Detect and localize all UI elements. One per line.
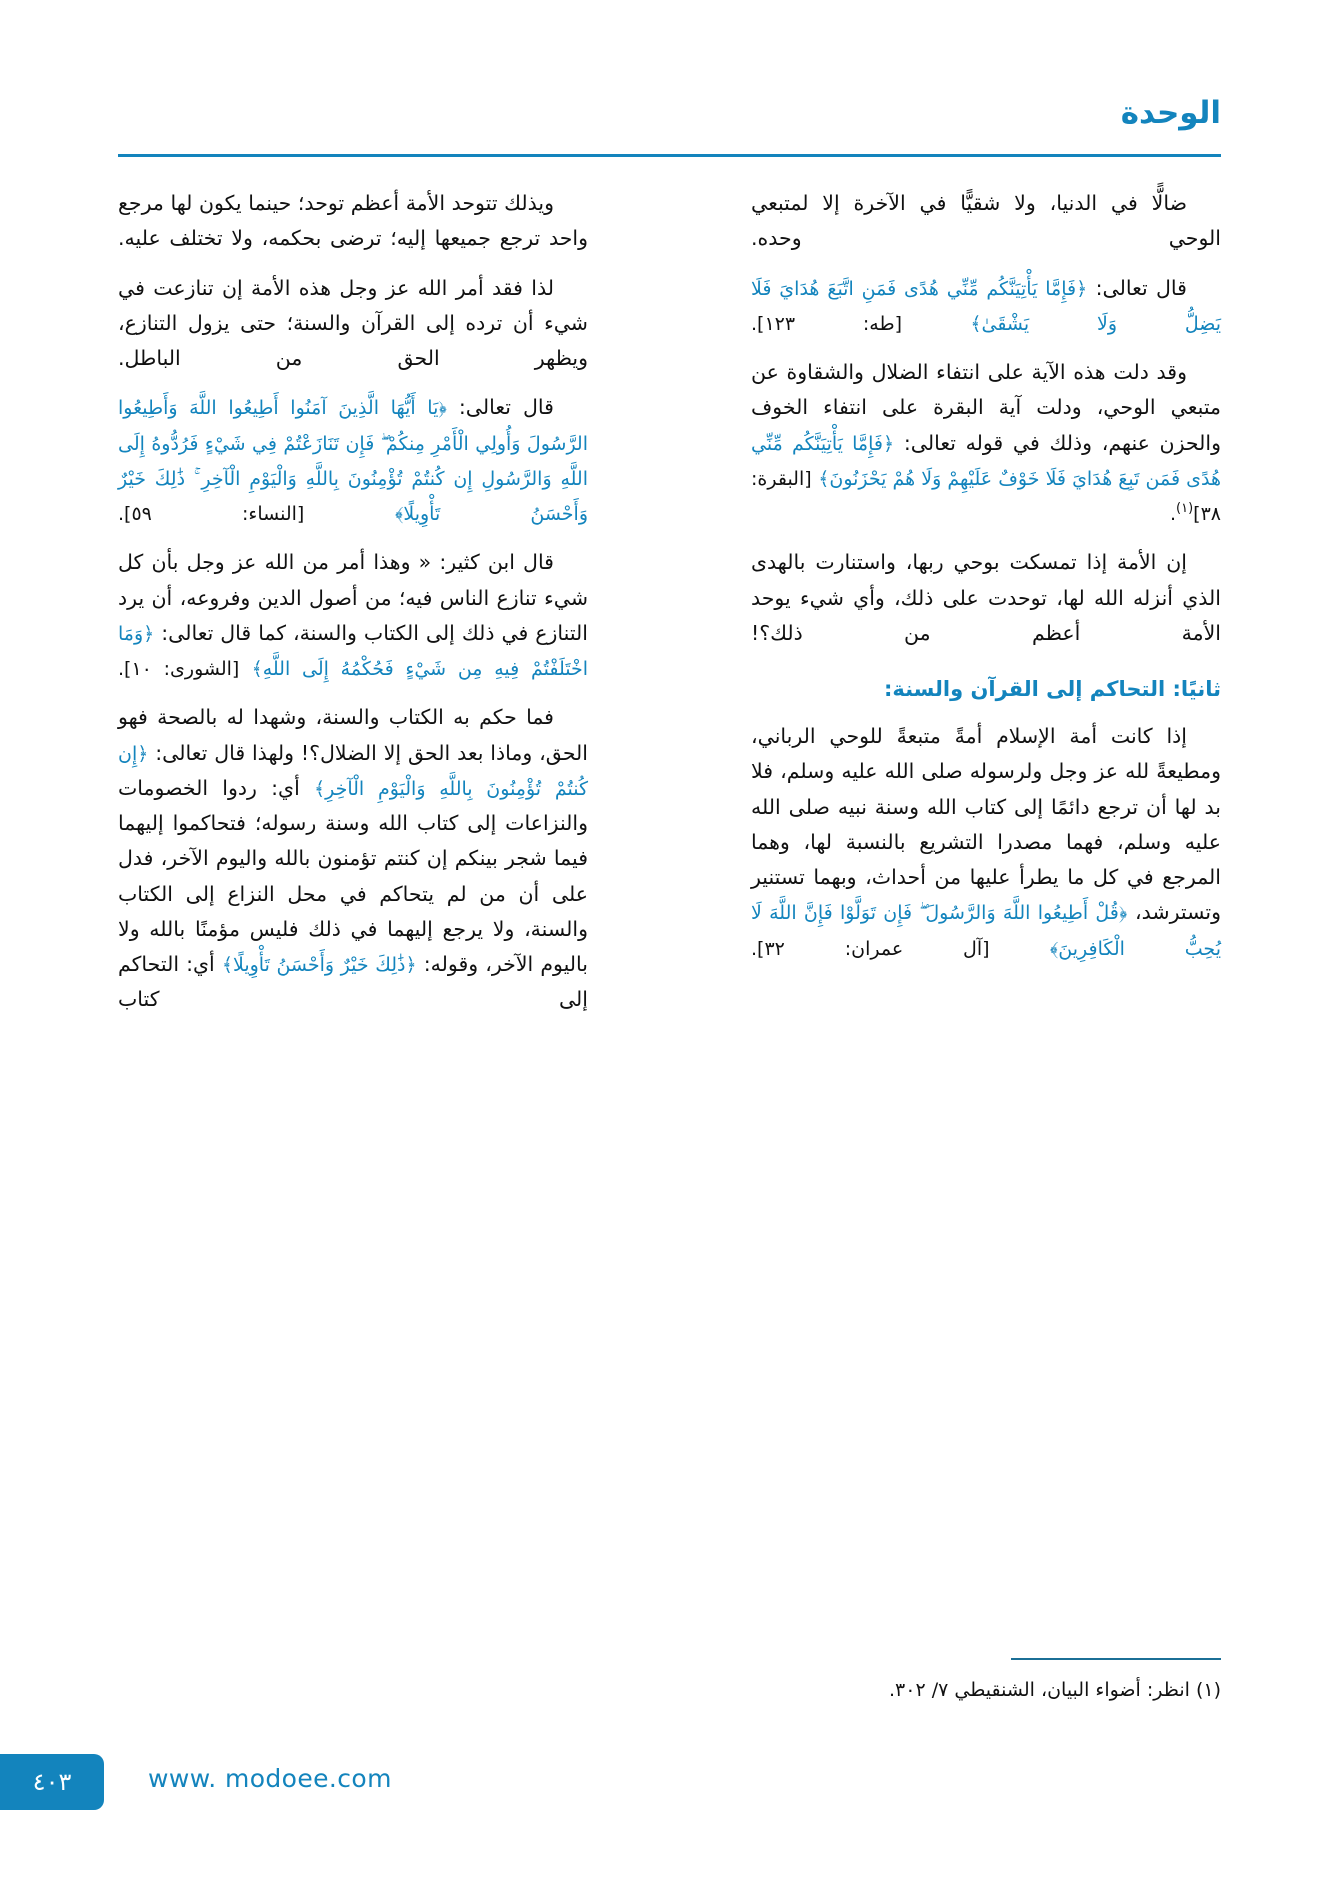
paragraph-text: وقد دلت هذه الآية على انتفاء الضلال والشقاوة عن متبعي الوحي، ودلت آية البقرة على انتفاء الخوف والحزن عنهم، وذلك في قوله تعالى:: [751, 360, 1221, 455]
site-url[interactable]: www. modoee.com: [148, 1764, 392, 1793]
paragraph: [751, 186, 1221, 257]
quran-verse: ﴿إِن كُنتُمْ تُؤْمِنُونَ بِاللَّهِ وَالْيَوْمِ الْآخِرِ﴾: [118, 742, 588, 800]
column-left: [118, 186, 588, 1706]
paragraph: [751, 719, 1221, 966]
paragraph-tail: أي: التحاكم إلى كتاب: [118, 952, 588, 1012]
quran-verse: ﴿وَمَا اخْتَلَفْتُمْ فِيهِ مِن شَيْءٍ فَحُكْمُهُ إِلَى اللَّهِ﴾: [118, 622, 589, 680]
page-number: ٤٠٣: [0, 1754, 104, 1810]
paragraph: [118, 271, 588, 377]
paragraph: [118, 700, 588, 1017]
paragraph-text: إذا كانت أمة الإسلام أمةً متبعةً للوحي الرباني، ومطيعةً لله عز وجل ولرسوله صلى الله عليه وسلم، فلا بد لها أن ترجع دائمًا إلى كتاب الله وسنة نبيه صلى الله عليه وسلم، فهما مصدرا التشريع بالنسبة لها، وهما المرجع في كل ما يطرأ عليها من أحداث، وبهما تستنير وتسترشد،: [751, 724, 1221, 925]
page-footer: [0, 1754, 1339, 1812]
paragraph-text: فما حكم به الكتاب والسنة، وشهدا له بالصحة فهو الحق، وماذا بعد الحق إلا الضلال؟! ولهذا قال تعالى:: [118, 705, 588, 765]
paragraph-text: لذا فقد أمر الله عز وجل هذه الأمة إن تنازعت في شيء أن ترده إلى القرآن والسنة؛ حتى يزول التنازع، ويظهر الحق من الباطل.: [118, 275, 588, 370]
paragraph-lead: قال تعالى:: [1095, 275, 1187, 300]
quran-verse: ﴿فَإِمَّا يَأْتِيَنَّكُم مِّنِّي هُدًى فَمَنِ اتَّبَعَ هُدَايَ فَلَا يَضِلُّ وَلَا يَشْقَىٰ﴾: [751, 277, 1221, 335]
paragraph-text: قال ابن كثير: « وهذا أمر من الله عز وجل بأن كل شيء تنازع الناس فيه؛ من أصول الدين وفروعه، أن يرد التنازع في ذلك إلى الكتاب والسنة، كما قال تعالى:: [118, 550, 588, 645]
header-divider: [118, 154, 1221, 157]
verse-reference: [طه: ١٢٣].: [751, 312, 903, 335]
footnote-text: (١) انظر: أضواء البيان، الشنقيطي ٧/ ٣٠٢.: [889, 1678, 1221, 1701]
footnote-divider: [1011, 1658, 1221, 1660]
paragraph-text: ضالًّا في الدنيا، ولا شقيًّا في الآخرة إلا لمتبعي الوحي وحده.: [751, 191, 1221, 251]
page-header: [118, 96, 1221, 166]
paragraph: [118, 186, 588, 257]
quran-verse: ﴿يَا أَيُّهَا الَّذِينَ آمَنُوا أَطِيعُوا اللَّهَ وَأَطِيعُوا الرَّسُولَ وَأُولِي الْأَمْرِ مِنكُمْ ۖ فَإِن تَنَازَعْتُمْ فِي شَيْءٍ فَرُدُّوهُ إِلَى اللَّهِ وَالرَّسُولِ إِن كُنتُمْ تُؤْمِنُونَ بِاللَّهِ وَالْيَوْمِ الْآخِرِ ۚ ذَٰلِكَ خَيْرٌ وَأَحْسَنُ تَأْوِيلًا﴾: [118, 397, 588, 525]
paragraph-tail: .: [1169, 503, 1177, 525]
paragraph-tail: أي: ردوا الخصومات والنزاعات إلى كتاب الله وسنة رسوله؛ فتحاكموا إليهما فيما شجر بينكم إن كنتم تؤمنون بالله واليوم الآخر، فدل على أن من لم يتحاكم في محل النزاع إلى الكتاب والسنة، ولا يرجع إليهما في ذلك فليس مؤمنًا بالله ولا باليوم الآخر، وقوله:: [118, 775, 588, 976]
paragraph: [751, 545, 1221, 651]
quran-verse: ﴿ذَٰلِكَ خَيْرٌ وَأَحْسَنُ تَأْوِيلًا﴾: [221, 954, 417, 976]
quran-verse: ﴿فَإِمَّا يَأْتِيَنَّكُم مِّنِّي هُدًى فَمَن تَبِعَ هُدَايَ فَلَا خَوْفٌ عَلَيْهِمْ وَلَا هُمْ يَحْزَنُونَ﴾: [751, 432, 1221, 490]
quran-verse: ﴿قُلْ أَطِيعُوا اللَّهَ وَالرَّسُولَ ۖ فَإِن تَوَلَّوْا فَإِنَّ اللَّهَ لَا يُحِبُّ الْكَافِرِينَ﴾: [751, 902, 1221, 960]
section-subheading: ثانيًا: التحاكم إلى القرآن والسنة:: [883, 677, 1221, 701]
paragraph: [751, 355, 1221, 531]
paragraph: [118, 545, 588, 686]
paragraph: [118, 390, 588, 531]
verse-reference: [النساء: ٥٩].: [118, 503, 305, 525]
verse-reference: [آل عمران: ٣٢].: [751, 937, 990, 960]
paragraph-lead: قال تعالى:: [458, 395, 554, 420]
paragraph-text: إن الأمة إذا تمسكت بوحي ربها، واستنارت بالهدى الذي أنزله الله لها، توحدت على ذلك، وأي شيء يوحد الأمة أعظم من ذلك؟!: [751, 550, 1221, 645]
footnote-area: [751, 1658, 1221, 1706]
footnote-marker: (١): [1176, 501, 1194, 517]
paragraph-text: ويذلك تتوحد الأمة أعظم توحد؛ حينما يكون لها مرجع واحد ترجع جميعها إليه؛ ترضى بحكمه، ولا تختلف عليه.: [118, 191, 588, 251]
page-title: الوحدة: [1120, 95, 1221, 131]
verse-reference: [البقرة: ٣٨]: [751, 467, 1221, 525]
paragraph: [751, 271, 1221, 342]
verse-reference: [الشورى: ١٠].: [118, 658, 240, 680]
page-columns: [118, 186, 1221, 1706]
column-right: [751, 186, 1221, 1706]
